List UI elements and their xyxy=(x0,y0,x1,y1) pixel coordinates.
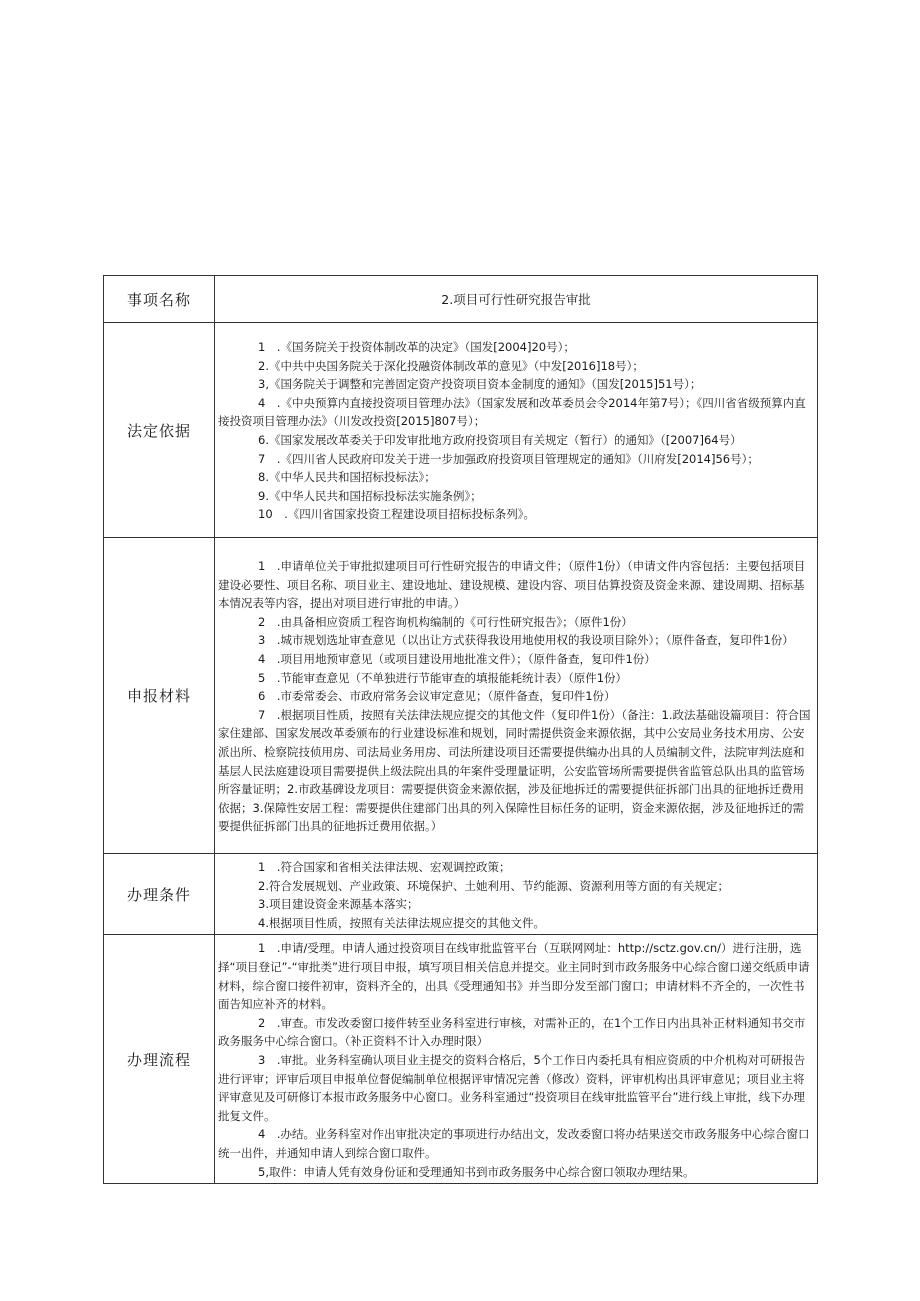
process-step: 1 .申请/受理。申请人通过投资项目在线审批监管平台（互联网网址：http://sctz.gov.cn/）进行注册，选择“项目登记”-“审批类”进行项目申报，填写项目相关信息并提交。业主同时到市政务服务中心综合窗口递交纸质申请材料，综合窗口接件初审，资料齐全的，出具《受理通知书》并当即分发至部门窗口；申请材料不齐全的，一次性书面告知应补齐的材料。 xyxy=(218,941,810,1012)
process-step: 3 .审批。业务科室确认项目业主提交的资料合格后，5个工作日内委托具有相应资质的中介机构对可研报告进行评审；评审后项目申报单位督促编制单位根据评审情况完善（修改）资料，评审机构出具评审意见；项目业主将评审意见及可研修订本报市政务服务中心窗口。业务科室通过“投资项目在线审批监管平台”进行线上审批，线下办理批复文件。 xyxy=(218,1052,806,1123)
legal-basis-row xyxy=(104,323,818,538)
legal-basis-item: 4 .《中央预算内直接投资项目管理办法》（国家发展和改革委员会令2014年第7号）；《四川省省级预算内直接投资项目管理办法》（川发改投资[2015]807号）； xyxy=(218,395,806,429)
process-row xyxy=(104,935,818,1184)
process-step: 5,取件：申请人凭有效身份证和受理通知书到市政务服务中心综合窗口领取办理结果。 xyxy=(258,1164,695,1179)
process-step: 2 .审查。市发改委窗口接件转至业务科室进行审核，对需补正的，在1个工作日内出具补正材料通知书交市政务服务中心综合窗口。（补正资料不计入办理时限） xyxy=(218,1015,806,1049)
legal-basis-item: 6.《国家发展改革委关于印发审批地方政府投资项目有关规定（暂行）的通知》（[2007]64号） xyxy=(258,433,742,447)
item-name-value: 2.项目可行性研究报告审批 xyxy=(215,276,818,323)
legal-basis-label: 法定依据 xyxy=(104,323,215,538)
legal-basis-item: 8.《中华人民共和国招标投标法》； xyxy=(258,470,436,485)
material-item: 3 .城市规划选址审查意见（以出让方式获得我设用地使用权的我设项目除外）；（原件备查，复印件1份） xyxy=(258,633,794,648)
materials-row xyxy=(104,538,818,854)
material-item: 4 .项目用地预审意见（或项目建设用地批准文件）；（原件备查，复印件1份） xyxy=(258,652,656,667)
materials-label: 申报材料 xyxy=(104,538,215,854)
legal-basis-item: 2.《中共中央国务院关于深化投融资体制改革的意见》（中发[2016]18号）； xyxy=(258,358,644,373)
header-row xyxy=(104,276,818,323)
legal-basis-content xyxy=(215,323,818,538)
material-item: 2 .由具备相应资质工程咨询机构编制的《可行性研究报告》；（原件1份） xyxy=(258,614,633,629)
legal-basis-item: 7 .《四川省人民政府印发关于进一步加强政府投资项目管理规定的通知》（川府发[2014]56号）； xyxy=(258,451,759,466)
legal-basis-item: 3,《国务院关于调整和完善固定资产投资项目资本金制度的通知》（国发[2015]51号）； xyxy=(258,377,702,392)
materials-content xyxy=(215,538,818,854)
item-name-label: 事项名称 xyxy=(104,276,215,323)
conditions-row xyxy=(104,854,818,935)
service-item-table xyxy=(103,275,818,1184)
conditions-label: 办理条件 xyxy=(104,854,215,935)
process-label: 办理流程 xyxy=(104,935,215,1184)
material-item: 7 .根据项目性质，按照有关法律法规应提交的其他文件（复印件1份）（备注：1.政法基础设篇项目：符合国家住建部、国家发展改革委颁布的行业建设标准和规划，同时需提供资金来源依据，其中公安局业务技术用房、公安派出所、检察院技侦用房、司法局业务用房、司法所建设项目还需要提供编办出具的人员编制文件，法院审判法庭和基层人民法庭建设项目需要提供上级法院出具的年案件受理量证明，公安监管场所需要提供省监管总队出具的监管场所容量证明；2.市政基碑设龙项目：需要提供资金来源依据，涉及征地拆迁的需要提供征拆部门出具的征地拆迁费用依据；3.保障性安居工程：需要提供住建部门出具的列入保障性目标任务的证明，资金来源依据，涉及征地拆迁的需要提供征拆部门出具的征地拆迁费用依据。） xyxy=(218,707,811,834)
process-content xyxy=(215,935,818,1184)
material-item: 1 .申请单位关于审批拟建项目可行性研究报告的申请文件；（原件1份）（申请文件内容包括：主要包括项目建设必要性、项目名称、项目业主、建设地址、建设规模、建设内容、项目估算投资及资金来源、建设周期、招标基本情况表等内容，提出对项目进行审批的申请。） xyxy=(218,559,806,611)
legal-basis-item: 9.《中华人民共和国招标投标法实施条例》； xyxy=(258,488,482,503)
process-step: 4 .办结。业务科室对作出审批决定的事项进行办结出文，发改委窗口将办结果送交市政务服务中心综合窗口统一出件，并通知申请人到综合窗口取件。 xyxy=(218,1127,810,1160)
condition-item: 4.根据项目性质，按照有关法律法规应提交的其他文件。 xyxy=(258,915,545,930)
conditions-content xyxy=(215,854,818,935)
legal-basis-item: 1 .《国务院关于投资体制改革的决定》（国发[2004]20号）； xyxy=(258,340,575,355)
legal-basis-item: 10 .《四川省国家投资工程建设项目招标投标条列》。 xyxy=(258,507,536,522)
material-item: 5 .节能审查意见（不单独进行节能审查的填报能耗统计表）（原件1份） xyxy=(258,670,628,685)
condition-item: 3.项目建设资金来源基本落实； xyxy=(258,897,419,912)
condition-item: 2.符合发展规划、产业政策、环境保护、土她利用、节约能源、资源利用等方面的有关规定； xyxy=(258,878,729,893)
condition-item: 1 .符合国家和省相关法律法规、宏观调控政策； xyxy=(258,860,511,874)
material-item: 6 .市委常委会、市政府常务会议审定意见；（原件备查，复印件1份） xyxy=(258,689,616,704)
